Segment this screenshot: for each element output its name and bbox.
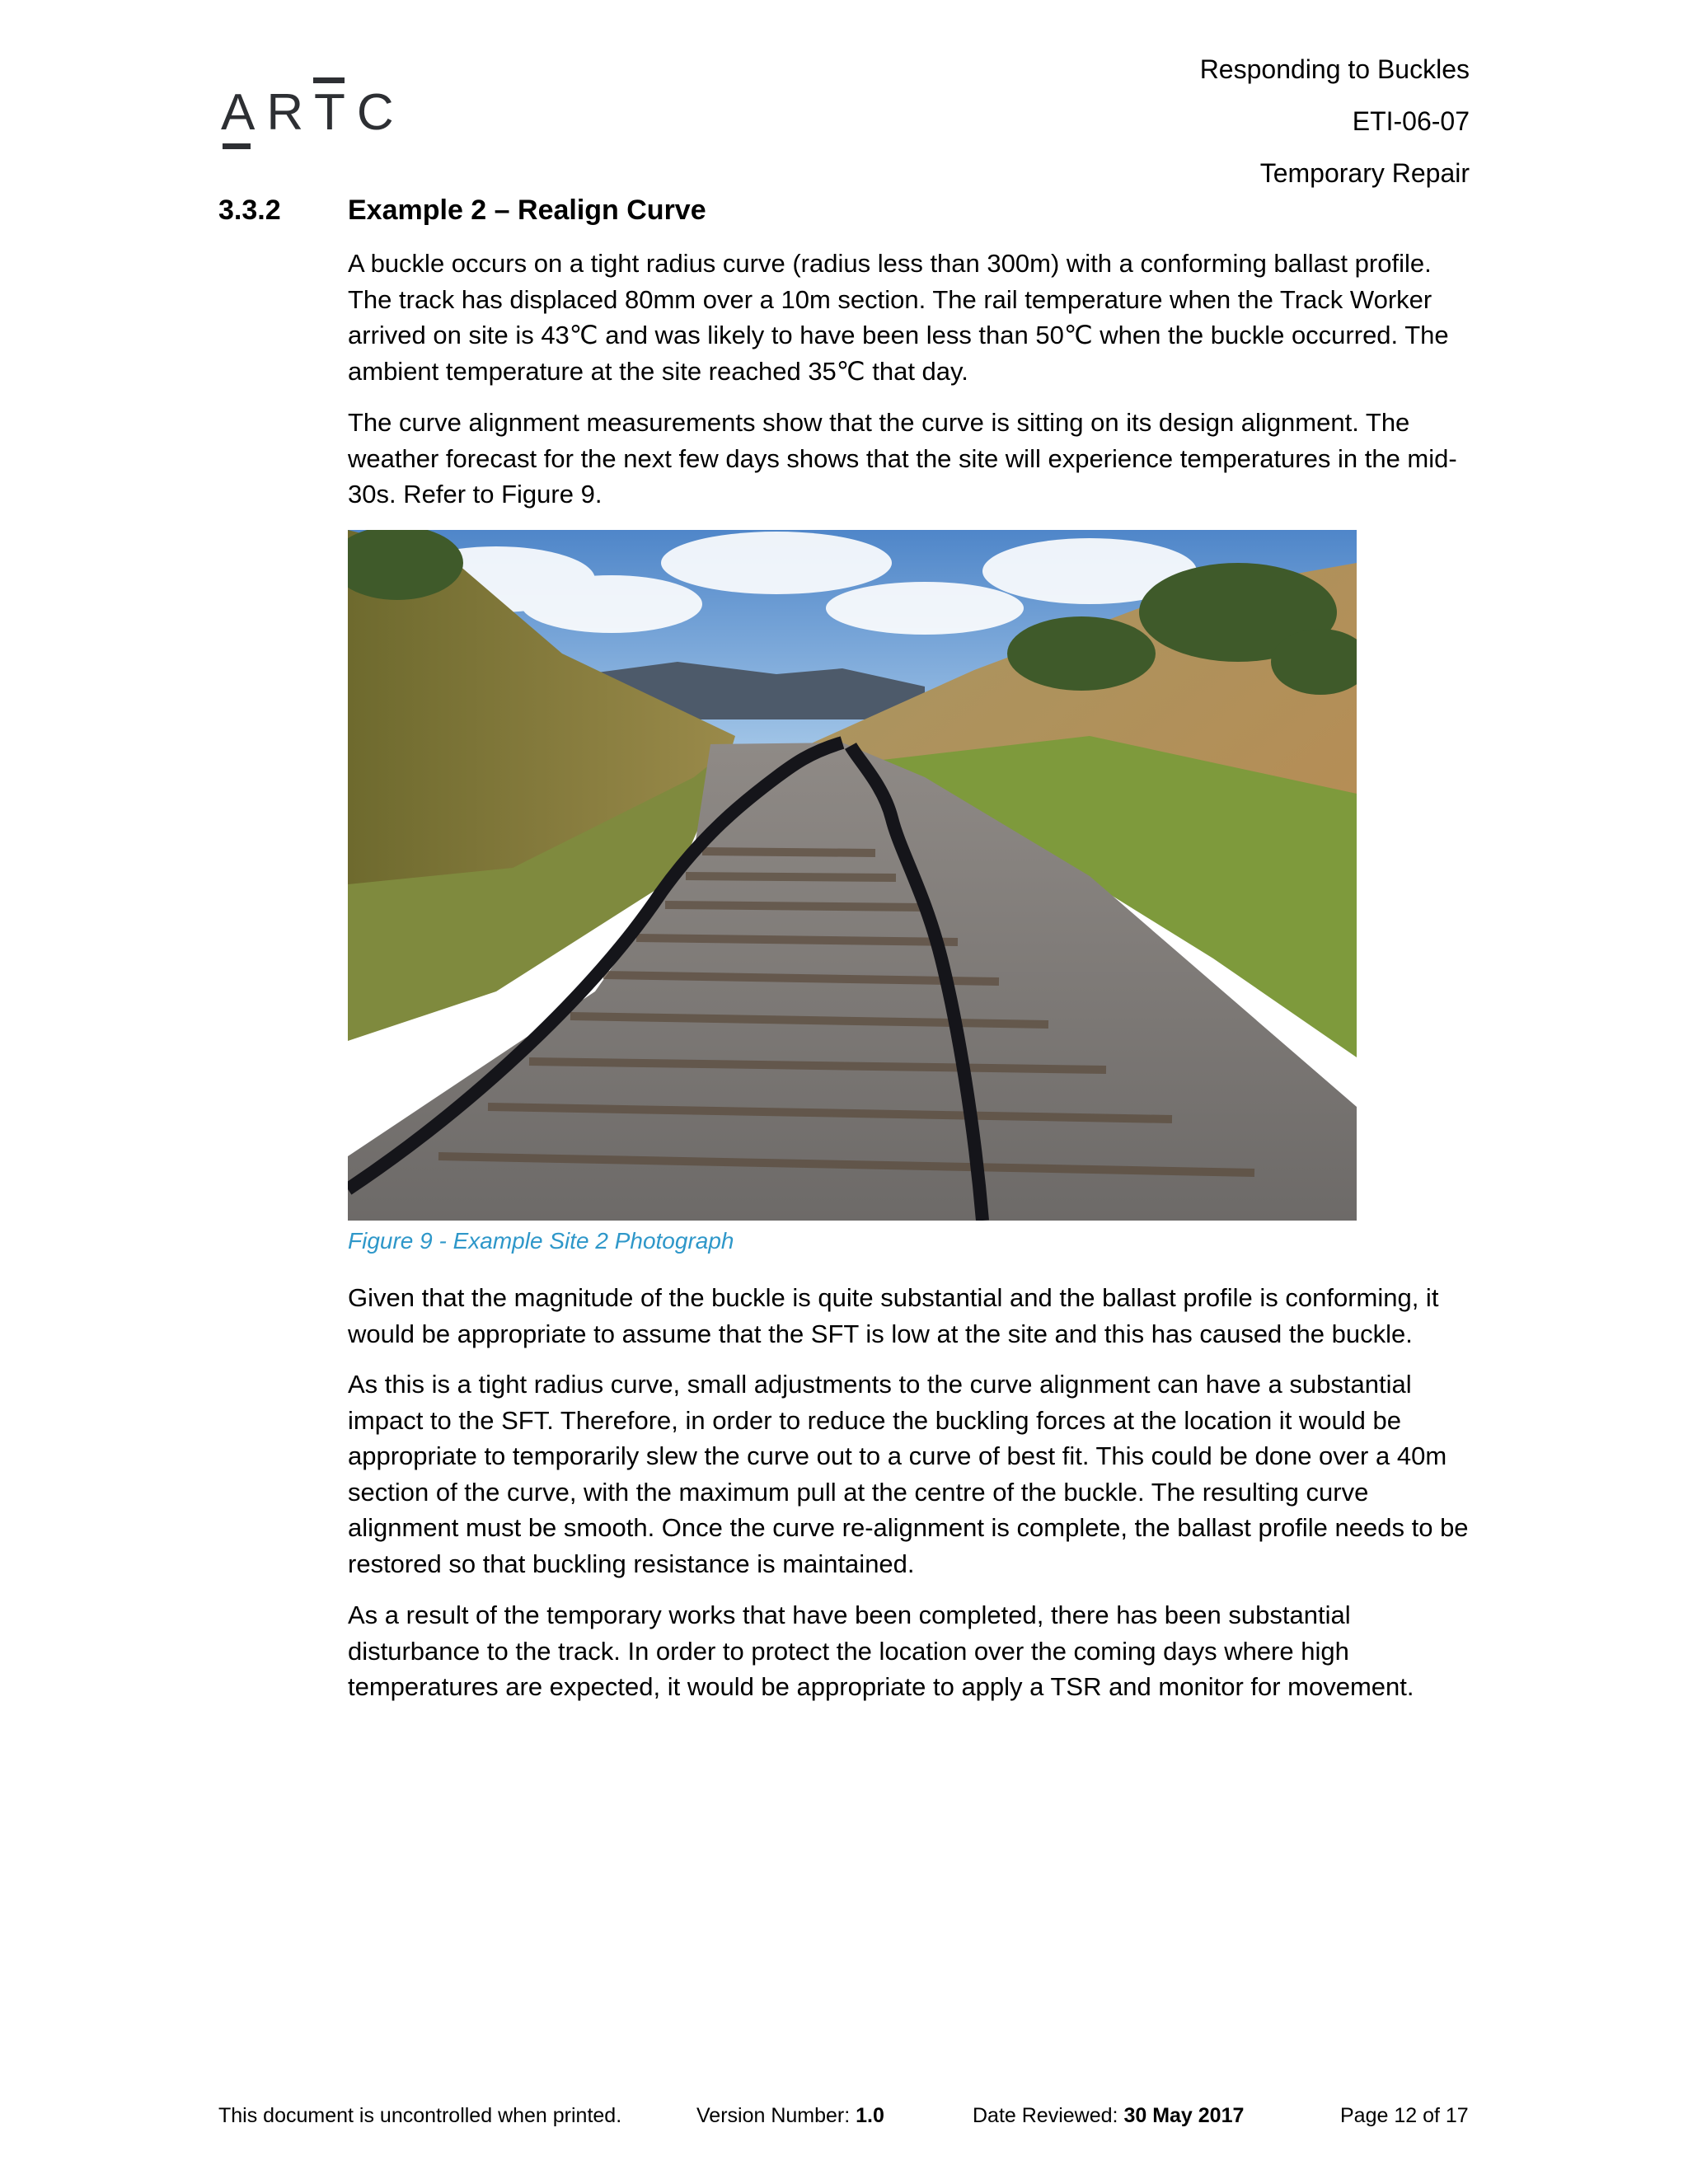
header-document-title: Responding to Buckles bbox=[1199, 54, 1470, 84]
logo-underline-a bbox=[223, 143, 251, 149]
paragraph-scenario: A buckle occurs on a tight radius curve (radius less than 300m) with a conforming ballast profile. The track has displaced 80mm over a 10m section. The rail temperature when the Track Worker arrived on site is 43℃ and was likely to have been less than 50℃ when the buckle occurred. The ambient temperature at the site reached 35℃ that day. bbox=[348, 249, 1449, 386]
footer-version-value: 1.0 bbox=[856, 2104, 884, 2127]
logo-text: ARTC bbox=[221, 84, 406, 141]
header-section-name: Temporary Repair bbox=[1259, 158, 1470, 188]
header-document-code: ETI-06-07 bbox=[1352, 106, 1470, 136]
footer-version-label: Version Number: bbox=[696, 2104, 856, 2127]
footer-date-label: Date Reviewed: bbox=[973, 2104, 1124, 2127]
footer-date-reviewed bbox=[973, 2104, 1244, 2128]
section-title: Example 2 – Realign Curve bbox=[348, 194, 706, 226]
section-number: 3.3.2 bbox=[218, 194, 281, 226]
footer-uncontrolled-notice: This document is uncontrolled when printed. bbox=[218, 2104, 622, 2127]
paragraph-protection: As a result of the temporary works that have been completed, there has been substantial disturbance to the track. In order to protect the location over the coming days where high temperatures are expected, it would be appropriate to apply a TSR and monitor for movement. bbox=[348, 1601, 1414, 1701]
footer-version bbox=[696, 2104, 884, 2128]
track-buckle-photograph bbox=[348, 530, 1357, 1221]
artc-logo bbox=[221, 76, 406, 152]
paragraph-assessment: Given that the magnitude of the buckle is quite substantial and the ballast profile is conforming, it would be appropriate to assume that the SFT is low at the site and this has caused the buckle. bbox=[348, 1283, 1439, 1348]
paragraph-repair-method: As this is a tight radius curve, small adjustments to the curve alignment can have a substantial impact to the SFT. Therefore, in order to reduce the buckling forces at the location it would be appropriate to temporarily slew the curve out to a curve of best fit. This could be done over a 40m section of the curve, with the maximum pull at the centre of the buckle. The resulting curve alignment must be smooth. Once the curve re-alignment is complete, the ballast profile needs to be restored so that buckling resistance is maintained. bbox=[348, 1370, 1469, 1578]
footer-date-value: 30 May 2017 bbox=[1123, 2104, 1245, 2127]
footer-page-number: Page 12 of 17 bbox=[1340, 2104, 1469, 2127]
paragraph-alignment: The curve alignment measurements show that the curve is sitting on its design alignment. The weather forecast for the next few days shows that the site will experience temperatures in the mid-30s. Refer to Figure 9. bbox=[348, 408, 1457, 509]
figure-caption: Figure 9 - Example Site 2 Photograph bbox=[348, 1228, 734, 1254]
logo-overline-t bbox=[313, 77, 345, 83]
